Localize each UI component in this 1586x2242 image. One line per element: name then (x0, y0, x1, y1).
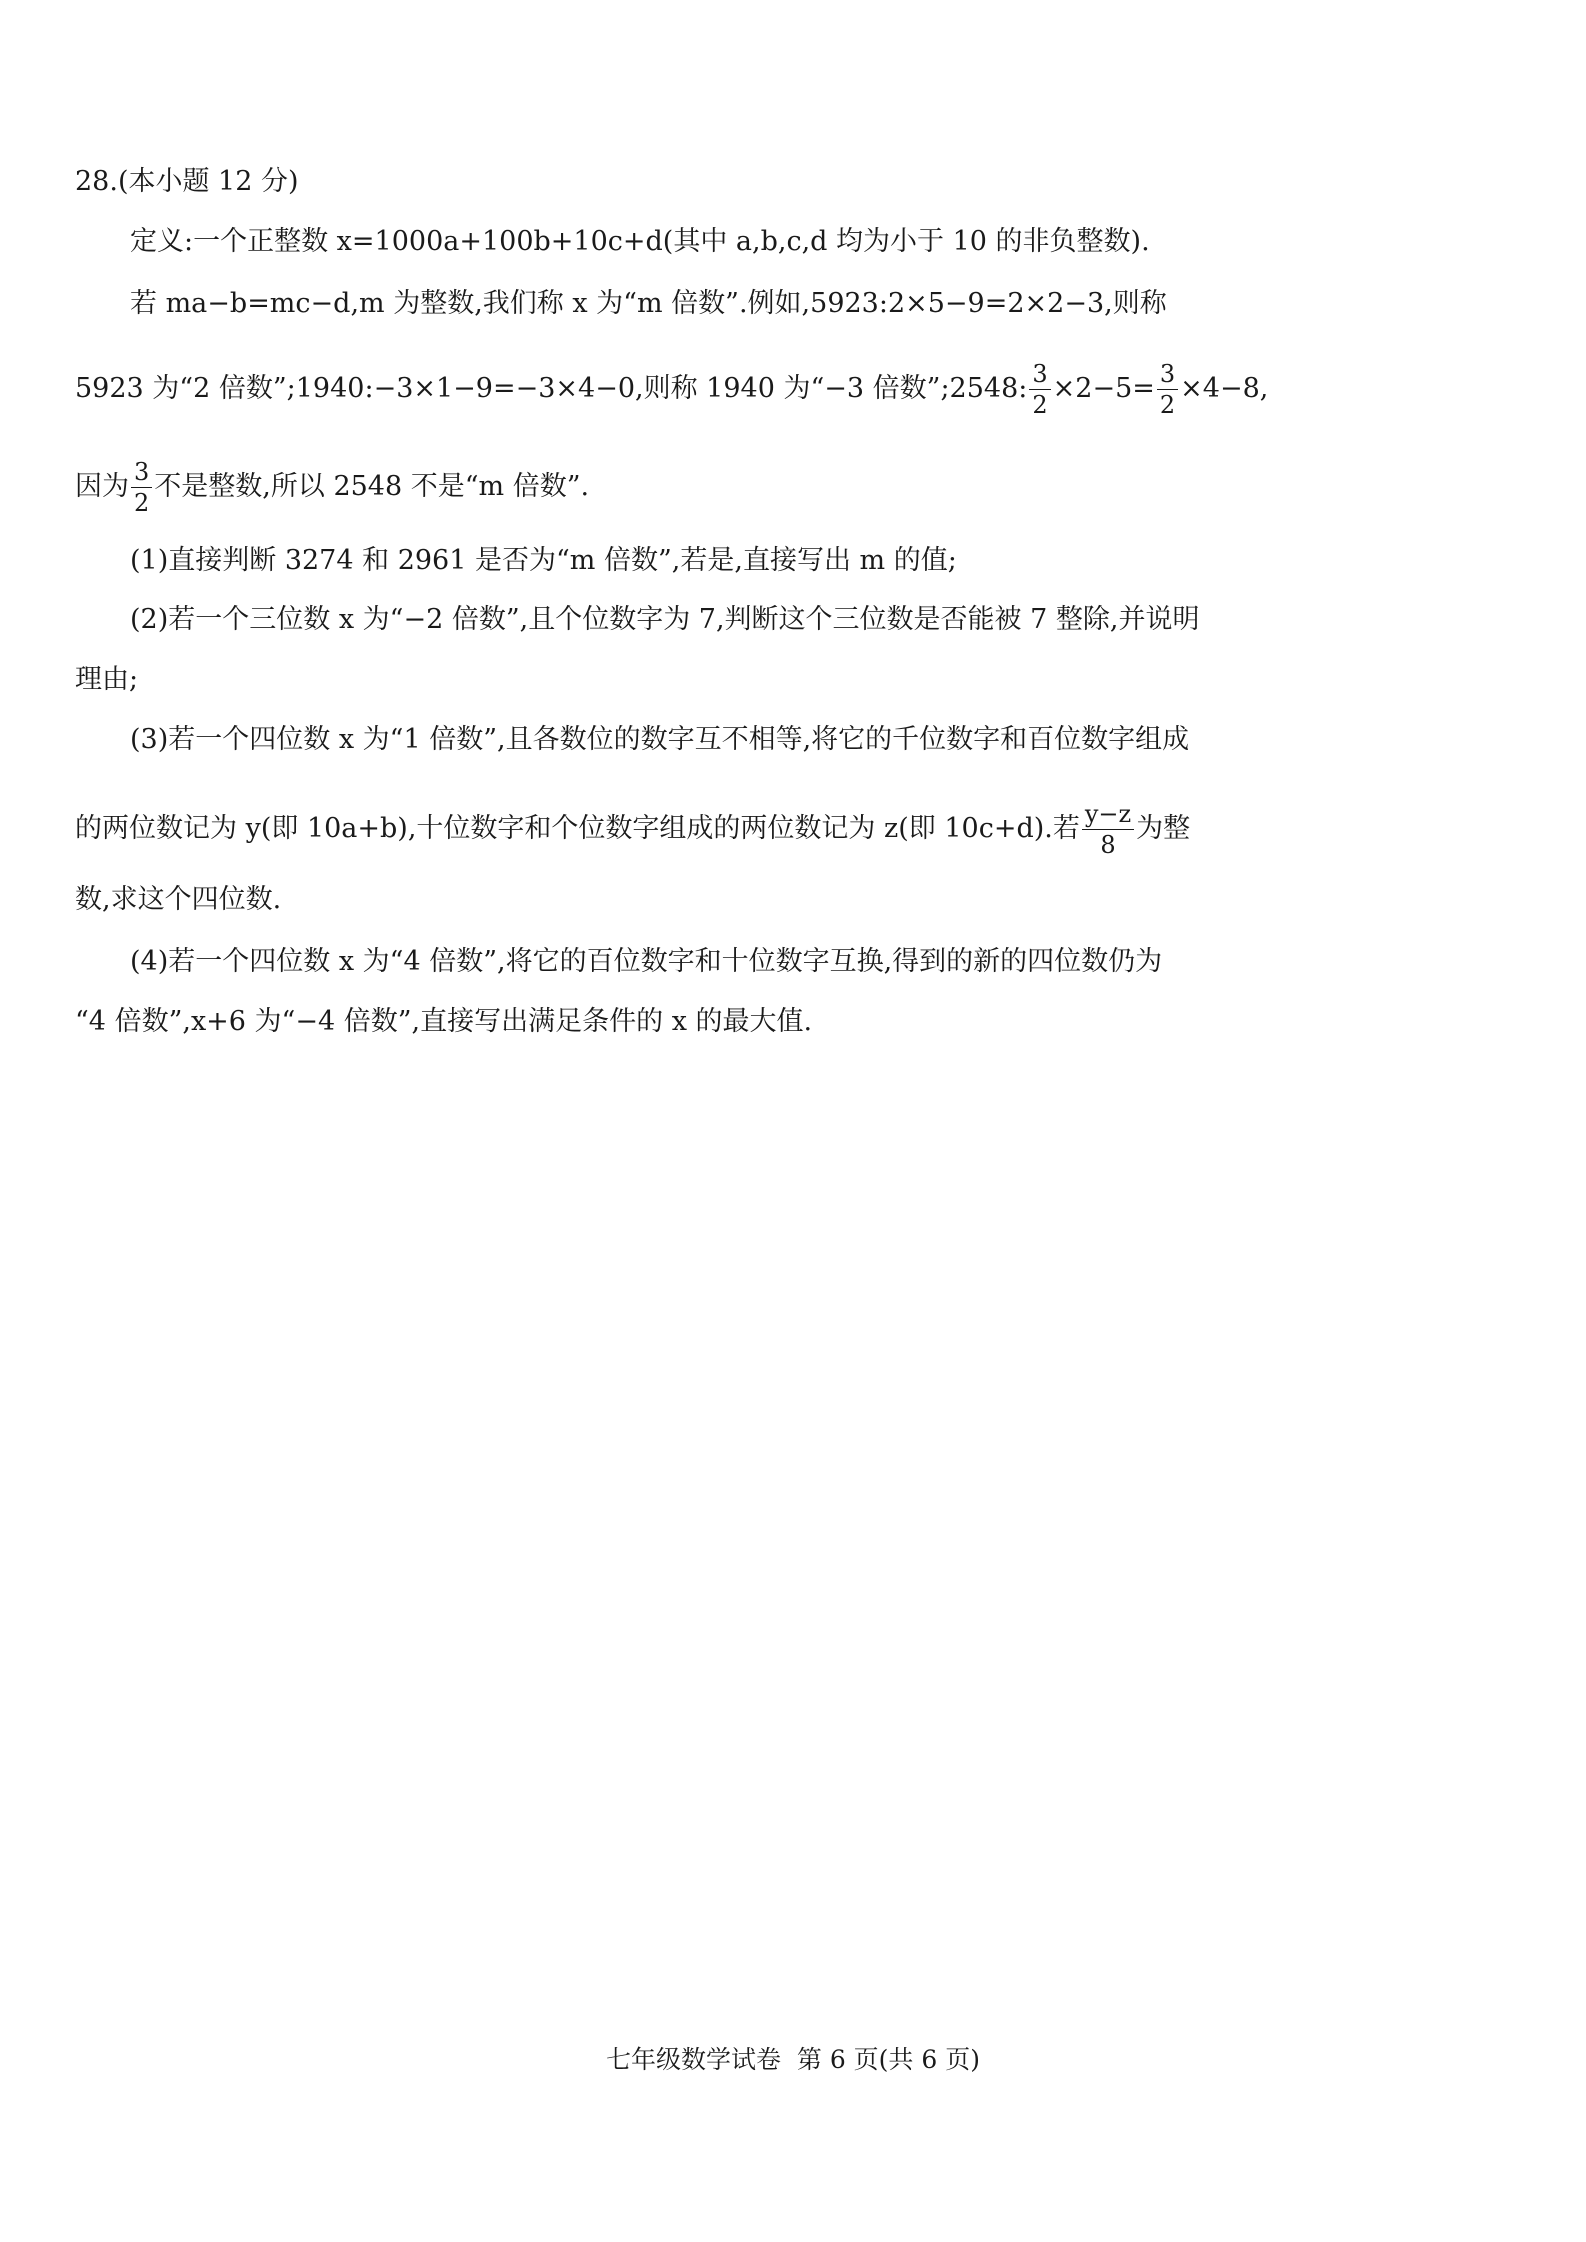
rule-line-1: 若 ma−b=mc−d,m 为整数,我们称 x 为“m 倍数”.例如,5923:2×5−9=2×2−3,则称 (130, 288, 1167, 319)
fraction-three-halves (131, 460, 152, 515)
question-header: 28.(本小题 12 分) (75, 166, 299, 197)
fraction-numerator: 3 (131, 460, 152, 488)
rule-line-2-text-a: 5923 为“2 倍数”;1940:−3×1−9=−3×4−0,则称 1940 为“−3 倍数”;2548: (75, 373, 1028, 404)
part-4-line-2: “4 倍数”,x+6 为“−4 倍数”,直接写出满足条件的 x 的最大值. (75, 1006, 813, 1037)
fraction-denominator: 2 (134, 489, 150, 517)
fraction-three-halves (1157, 362, 1178, 417)
rule-line-2-text-c: ×4−8, (1180, 373, 1269, 404)
fraction-denominator: 2 (1032, 391, 1048, 419)
fraction-y-minus-z-over-8 (1082, 802, 1134, 857)
rule-line-3-text-a: 因为 (75, 471, 129, 502)
page-footer: 七年级数学试卷 第 6 页(共 6 页) (605, 2045, 980, 2074)
fraction-numerator: 3 (1157, 362, 1178, 390)
part-2-line-2: 理由; (75, 664, 139, 695)
part-2-line-1: (2)若一个三位数 x 为“−2 倍数”,且个位数字为 7,判断这个三位数是否能被 7 整除,并说明 (130, 604, 1200, 635)
part-4-line-1: (4)若一个四位数 x 为“4 倍数”,将它的百位数字和十位数字互换,得到的新的四位数仍为 (130, 946, 1163, 977)
rule-line-3-text-b: 不是整数,所以 2548 不是“m 倍数”. (154, 471, 590, 502)
fraction-denominator: 2 (1159, 391, 1176, 419)
fraction-numerator: 3 (1029, 362, 1050, 390)
part-3-line-2-text-b: 为整 (1136, 813, 1191, 844)
rule-line-2 (75, 362, 1268, 417)
part-1: (1)直接判断 3274 和 2961 是否为“m 倍数”,若是,直接写出 m 的值; (130, 545, 957, 576)
fraction-three-halves (1029, 362, 1050, 417)
rule-line-2-text-b: ×2−5= (1052, 373, 1155, 404)
definition-text: 定义:一个正整数 x=1000a+100b+10c+d(其中 a,b,c,d 均为小于 10 的非负整数). (130, 226, 1150, 257)
rule-line-3 (75, 460, 589, 515)
part-3-line-3: 数,求这个四位数. (75, 884, 282, 915)
fraction-denominator: 8 (1100, 831, 1116, 859)
part-3-line-1: (3)若一个四位数 x 为“1 倍数”,且各数位的数字互不相等,将它的千位数字和百位数字组成 (130, 724, 1190, 755)
part-3-line-2 (75, 802, 1190, 857)
fraction-numerator: y−z (1082, 802, 1134, 830)
part-3-line-2-text-a: 的两位数记为 y(即 10a+b),十位数字和个位数字组成的两位数记为 z(即 10c+d).若 (75, 813, 1080, 844)
